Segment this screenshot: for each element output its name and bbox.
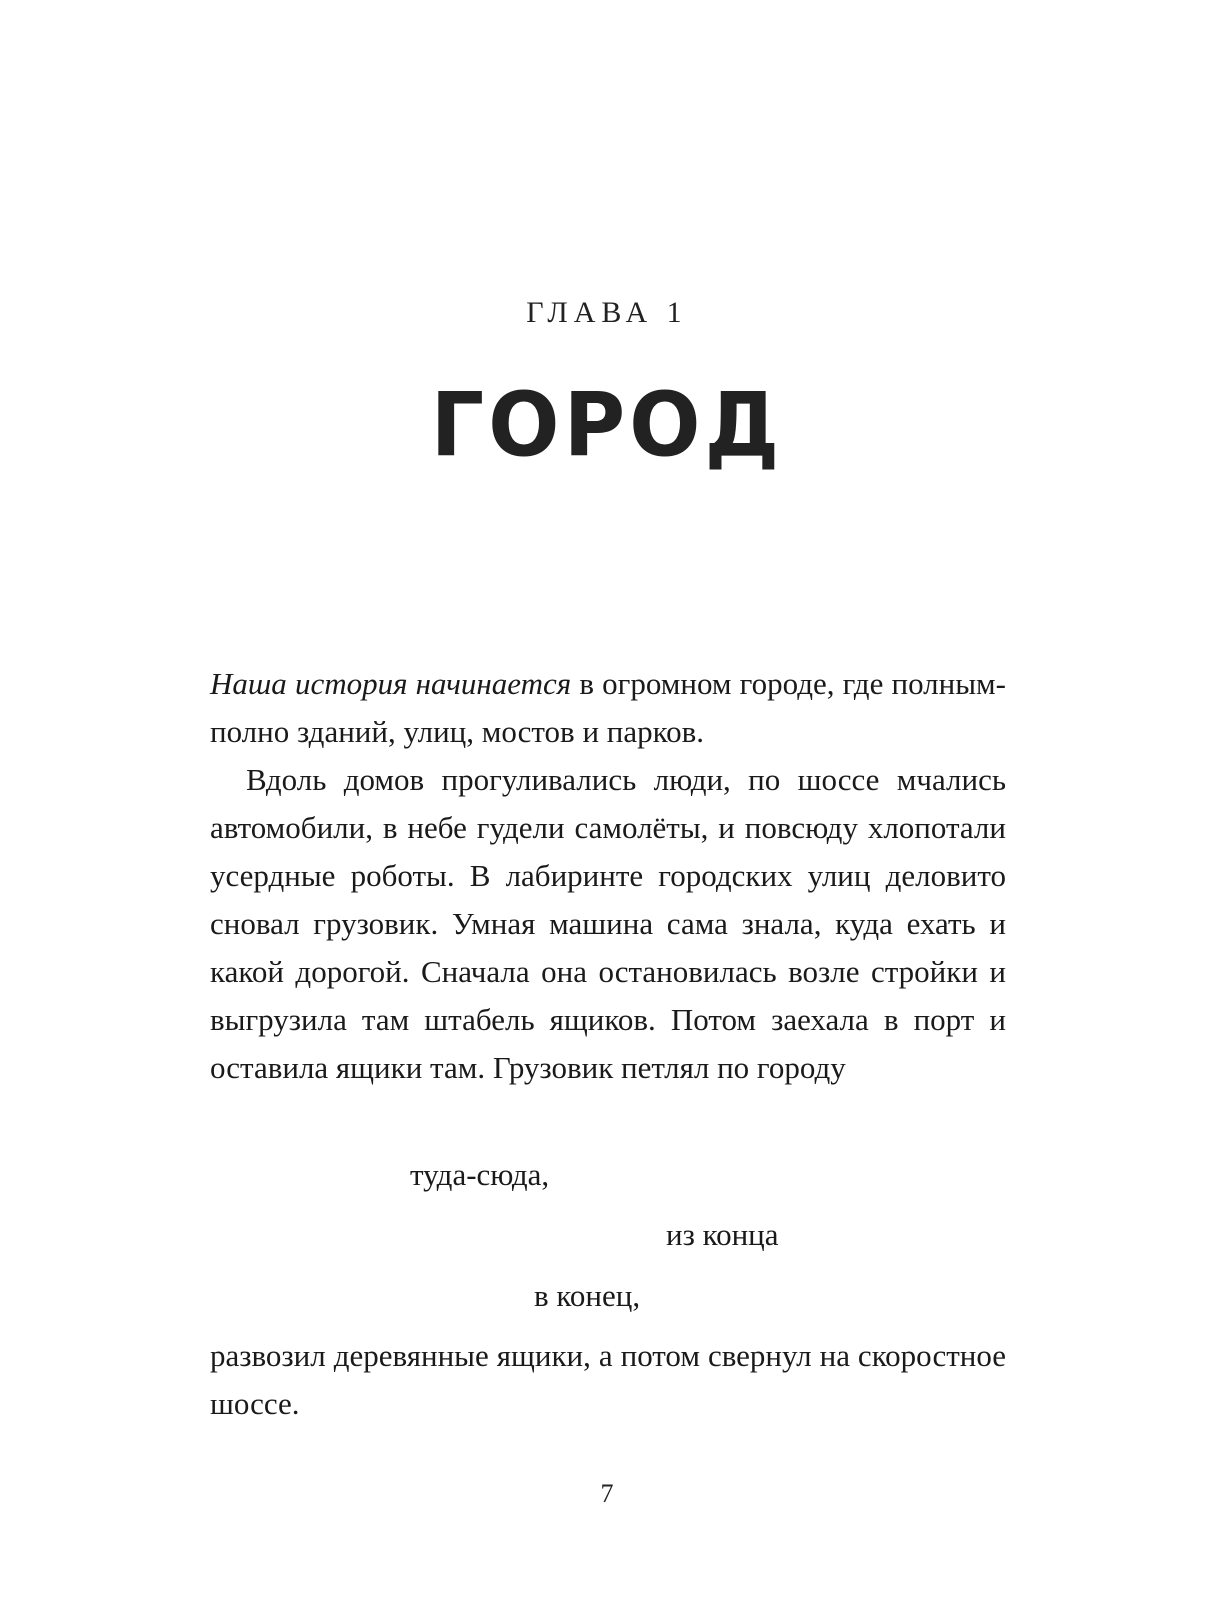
- paragraph-3: развозил деревянные ящики, а потом свернул на скоростное шоссе.: [210, 1338, 1006, 1421]
- floating-line-3: в конец,: [534, 1278, 641, 1313]
- paragraph-2: Вдоль домов прогуливались люди, по шоссе мчались автомобили, в небе гудели самолёты, и повсюду хлопотали усердные роботы. В лабиринте городских улиц деловито сновал грузовик. Умная машина сама знала, куда ехать и какой дорогой. Сначала она остановилась возле стройки и выгрузила там штабель ящиков. Потом заехала в порт и оставила ящики там. Грузовик петлял по городу: [210, 762, 1006, 1085]
- floating-line-2: из конца: [666, 1217, 779, 1252]
- chapter-title: ГОРОД: [430, 373, 784, 477]
- paragraph-1: [210, 660, 1006, 756]
- floating-line-1: туда-сюда,: [410, 1157, 550, 1192]
- paragraph-1-rest: в огромном городе, где полным-полно зданий, улиц, мостов и парков.: [210, 666, 1007, 749]
- paragraph-1-lead: Наша история начинается: [210, 666, 572, 701]
- page-number: 7: [600, 1479, 614, 1508]
- chapter-label: ГЛАВА 1: [526, 296, 688, 329]
